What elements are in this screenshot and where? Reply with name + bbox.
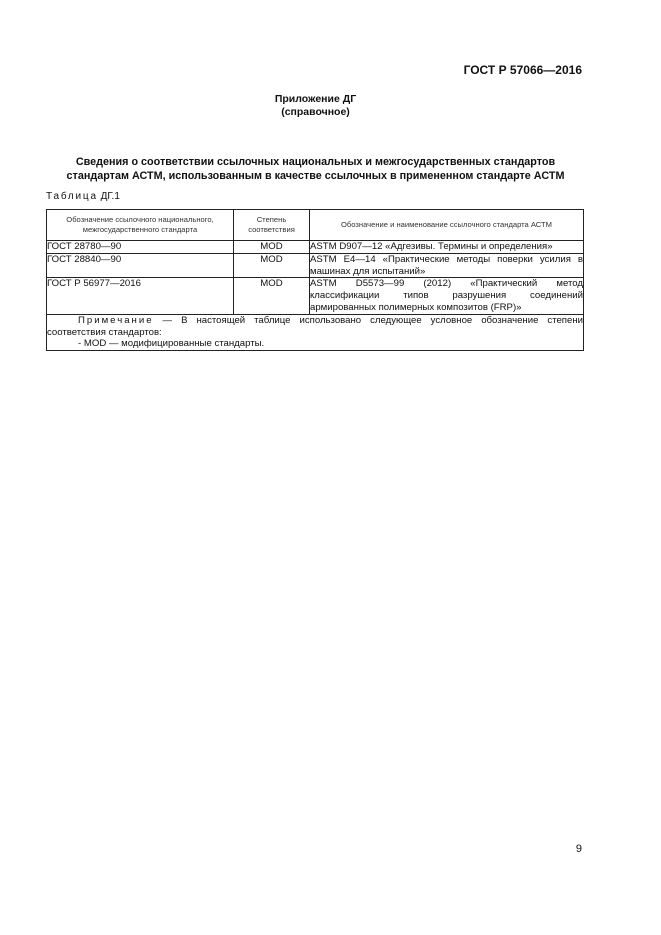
note-paragraph	[47, 315, 583, 339]
cell-astm: ASTM D907—12 «Адгезивы. Термины и определения»	[310, 241, 584, 254]
table-row	[47, 278, 584, 314]
header-degree: Степень соответствия	[234, 210, 310, 241]
standards-table	[46, 209, 584, 351]
document-code: ГОСТ Р 57066—2016	[463, 63, 582, 77]
heading-line-1: Сведения о соответствии ссылочных национальных и межгосударственных стандартов	[75, 156, 556, 168]
annex-type: (справочное)	[281, 106, 350, 118]
table-label-word: Таблица	[46, 191, 98, 202]
cell-standard: ГОСТ 28780—90	[47, 241, 234, 254]
cell-degree: MOD	[234, 278, 310, 314]
cell-astm: ASTM D5573—99 (2012) «Практический метод классификации типов разрушения соединений армированных полимерных композитов (FRP)»	[310, 278, 583, 313]
cell-astm: ASTM E4—14 «Практические методы поверки усилия в машинах для испытаний»	[310, 253, 583, 277]
table-label-number: ДГ.1	[100, 191, 120, 202]
table-row	[47, 253, 584, 278]
cell-standard: ГОСТ 28840—90	[47, 253, 234, 278]
table-header-row	[47, 210, 584, 241]
annex-title-block	[0, 93, 631, 119]
header-astm-standard: Обозначение и наименование ссылочного стандарта АСТМ	[310, 210, 584, 241]
heading-line-2: стандартам АСТМ, использованным в качестве ссылочных в примененном стандарте АСТМ	[66, 170, 565, 182]
table-note-row	[47, 314, 584, 350]
table-row	[47, 241, 584, 254]
note-text: — В настоящей таблице использовано следующее условное обозначение степени соответствия стандартов:	[47, 314, 583, 338]
table-note	[47, 314, 584, 350]
note-item: - MOD — модифицированные стандарты.	[78, 338, 265, 350]
note-lead: Примечание	[78, 314, 154, 326]
cell-standard: ГОСТ Р 56977—2016	[47, 278, 234, 314]
annex-title: Приложение ДГ	[274, 93, 357, 105]
table-label	[46, 191, 120, 202]
header-national-standard: Обозначение ссылочного национального, межгосударственного стандарта	[47, 210, 234, 241]
cell-degree: MOD	[234, 241, 310, 254]
cell-degree: MOD	[234, 253, 310, 278]
section-heading	[30, 155, 601, 183]
page-number: 9	[575, 843, 582, 855]
